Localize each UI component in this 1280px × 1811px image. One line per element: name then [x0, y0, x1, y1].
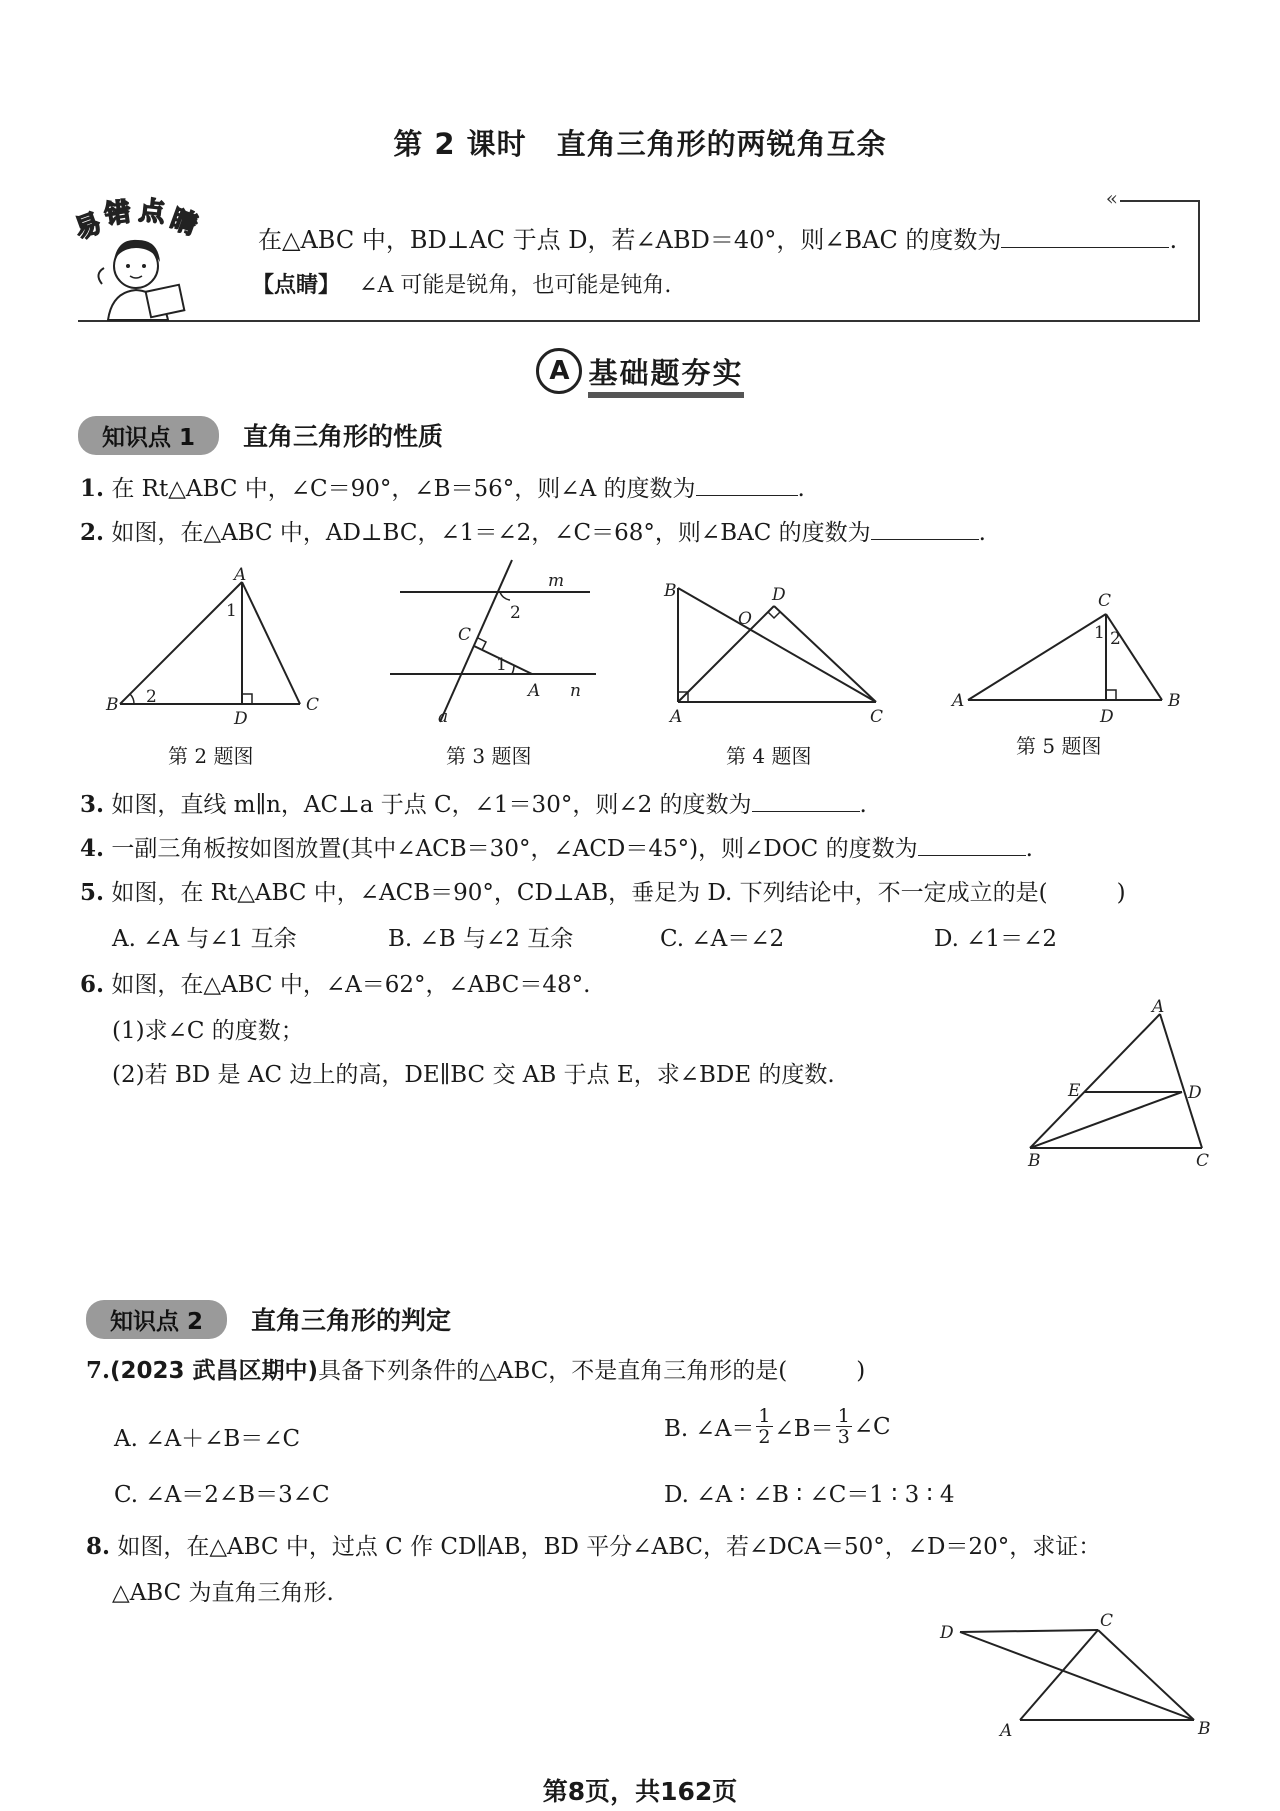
- kp-title: 直角三角形的性质: [243, 422, 444, 451]
- lesson-title: 第 2 课时 直角三角形的两锐角互余: [393, 127, 887, 161]
- label-angle-1: 1: [496, 655, 507, 675]
- question-6-part-2: (2)若 BD 是 AC 边上的高，DE∥BC 交 AB 于点 E，求∠BDE 的度数.: [112, 1062, 835, 1088]
- q5-option-d[interactable]: D. ∠1＝∠2: [934, 926, 1058, 952]
- question-4: 4. 一副三角板按如图放置(其中∠ACB＝30°，∠ACD＝45°)，则∠DOC 的度数为 .: [80, 835, 1033, 862]
- figure-4: [656, 572, 896, 732]
- figure-6: [1020, 997, 1230, 1171]
- question-1: 1. 在 Rt△ABC 中，∠C＝90°，∠B＝56°，则∠A 的度数为 .: [80, 475, 805, 502]
- label-A: A: [528, 681, 541, 701]
- caption-figure-2: 第 2 题图: [168, 744, 254, 768]
- label-a: a: [438, 707, 449, 727]
- label-O: O: [738, 609, 752, 629]
- figure-3: [380, 556, 610, 728]
- caption-figure-4: 第 4 题图: [726, 744, 812, 768]
- tip-question: 在△ABC 中，BD⊥AC 于点 D，若∠ABD＝40°，则∠BAC 的度数为 .: [258, 226, 1178, 254]
- question-7: 7.(2023 武昌区期中)具备下列条件的△ABC，不是直角三角形的是( ): [86, 1357, 866, 1384]
- tip-question-text: 在△ABC 中，BD⊥AC 于点 D，若∠ABD＝40°，则∠BAC 的度数为: [258, 226, 1002, 254]
- label-B: B: [1028, 1151, 1041, 1171]
- label-D: D: [234, 709, 248, 729]
- label-A: A: [952, 691, 965, 711]
- section-title: 基础题夯实: [588, 356, 743, 398]
- caption-figure-5: 第 5 题图: [1016, 734, 1102, 758]
- label-A: A: [234, 565, 247, 585]
- q5-option-a[interactable]: A. ∠A 与∠1 互余: [112, 926, 297, 952]
- hint-label: 【点睛】: [252, 273, 341, 298]
- label-D: D: [1188, 1083, 1202, 1103]
- section-letter-badge: A: [536, 348, 582, 394]
- kp-title: 直角三角形的判定: [251, 1306, 452, 1335]
- tip-badge-char-2: 错: [102, 197, 133, 231]
- question-8: 8. 如图，在△ABC 中，过点 C 作 CD∥AB，BD 平分∠ABC，若∠DCA＝50°，∠D＝20°，求证：: [86, 1533, 1102, 1560]
- question-8-line-2: △ABC 为直角三角形.: [112, 1580, 334, 1606]
- figure-2: [100, 565, 330, 729]
- fraction-one-third: $\frac{1}{3}$: [837, 1405, 850, 1448]
- error-tip-box: [70, 186, 1200, 322]
- label-angle-2: 2: [1110, 629, 1121, 649]
- question-2: 2. 如图，在△ABC 中，AD⊥BC，∠1＝∠2，∠C＝68°，则∠BAC 的度数为 .: [80, 519, 986, 546]
- question-6: 6. 如图，在△ABC 中，∠A＝62°，∠ABC＝48°.: [80, 971, 591, 998]
- answer-blank[interactable]: [871, 519, 979, 540]
- label-C: C: [1196, 1151, 1210, 1171]
- label-B: B: [1198, 1719, 1211, 1739]
- q7-option-a[interactable]: A. ∠A＋∠B＝∠C: [114, 1426, 301, 1452]
- tip-hint: [252, 268, 671, 299]
- label-B: B: [106, 695, 119, 715]
- label-D: D: [940, 1623, 954, 1643]
- hint-text: ∠A 可能是锐角，也可能是钝角.: [359, 273, 672, 298]
- figure-8: [930, 1610, 1220, 1740]
- q5-option-c[interactable]: C. ∠A＝∠2: [660, 926, 785, 952]
- q7-option-b[interactable]: B. ∠A＝ $\frac{1}{2}$ ∠B＝ $\frac{1}{3}$ ∠C: [664, 1405, 891, 1448]
- label-D: D: [772, 585, 786, 605]
- question-5: 5. 如图，在 Rt△ABC 中，∠ACB＝90°，CD⊥AB，垂足为 D. 下列结论中，不一定成立的是( ): [80, 879, 1126, 906]
- label-C: C: [458, 625, 472, 645]
- label-m: m: [548, 571, 565, 591]
- label-C: C: [1100, 1611, 1114, 1631]
- label-n: n: [570, 681, 581, 701]
- tip-badge-char-4: 睛: [166, 204, 202, 242]
- answer-blank[interactable]: [696, 475, 798, 496]
- kp-label: 知识点 2: [86, 1300, 227, 1339]
- caption-figure-3: 第 3 题图: [446, 744, 532, 768]
- label-angle-2: 2: [146, 687, 157, 707]
- answer-blank[interactable]: [918, 835, 1026, 856]
- label-B: B: [664, 581, 677, 601]
- page-indicator: 第8页，共162页: [542, 1777, 738, 1806]
- knowledge-point-1: [78, 416, 443, 452]
- section-header: [0, 348, 1280, 394]
- question-source: (2023 武昌区期中): [110, 1358, 319, 1384]
- label-angle-1: 1: [1094, 623, 1105, 643]
- label-A: A: [1152, 997, 1165, 1017]
- label-B: B: [1168, 691, 1181, 711]
- tip-badge-char-3: 点: [137, 195, 167, 229]
- tip-badge-char-1: 易: [70, 208, 106, 246]
- answer-blank[interactable]: [1001, 225, 1169, 248]
- fraction-one-half: $\frac{1}{2}$: [758, 1405, 771, 1448]
- q7-option-c[interactable]: C. ∠A＝2∠B＝3∠C: [114, 1482, 330, 1508]
- kp-label: 知识点 1: [78, 416, 219, 455]
- question-3: 3. 如图，直线 m∥n，AC⊥a 于点 C，∠1＝30°，则∠2 的度数为 .: [80, 791, 867, 818]
- label-C: C: [1098, 591, 1112, 611]
- knowledge-point-2: [86, 1300, 451, 1336]
- label-E: E: [1068, 1081, 1081, 1101]
- label-C: C: [870, 707, 884, 727]
- answer-blank[interactable]: [752, 791, 860, 812]
- q7-option-d[interactable]: D. ∠A ∶ ∠B ∶ ∠C＝1 ∶ 3 ∶ 4: [664, 1482, 955, 1508]
- label-A: A: [670, 707, 683, 727]
- question-6-part-1: (1)求∠C 的度数；: [112, 1018, 304, 1044]
- double-arrow-icon: «: [1105, 186, 1118, 210]
- q5-option-b[interactable]: B. ∠B 与∠2 互余: [388, 926, 574, 952]
- label-angle-2: 2: [510, 603, 521, 623]
- label-C: C: [306, 695, 320, 715]
- label-D: D: [1100, 707, 1114, 727]
- label-angle-1: 1: [226, 601, 237, 621]
- label-A: A: [1000, 1721, 1013, 1741]
- mascot-reading-icon: [70, 195, 208, 320]
- figure-5: [948, 586, 1188, 726]
